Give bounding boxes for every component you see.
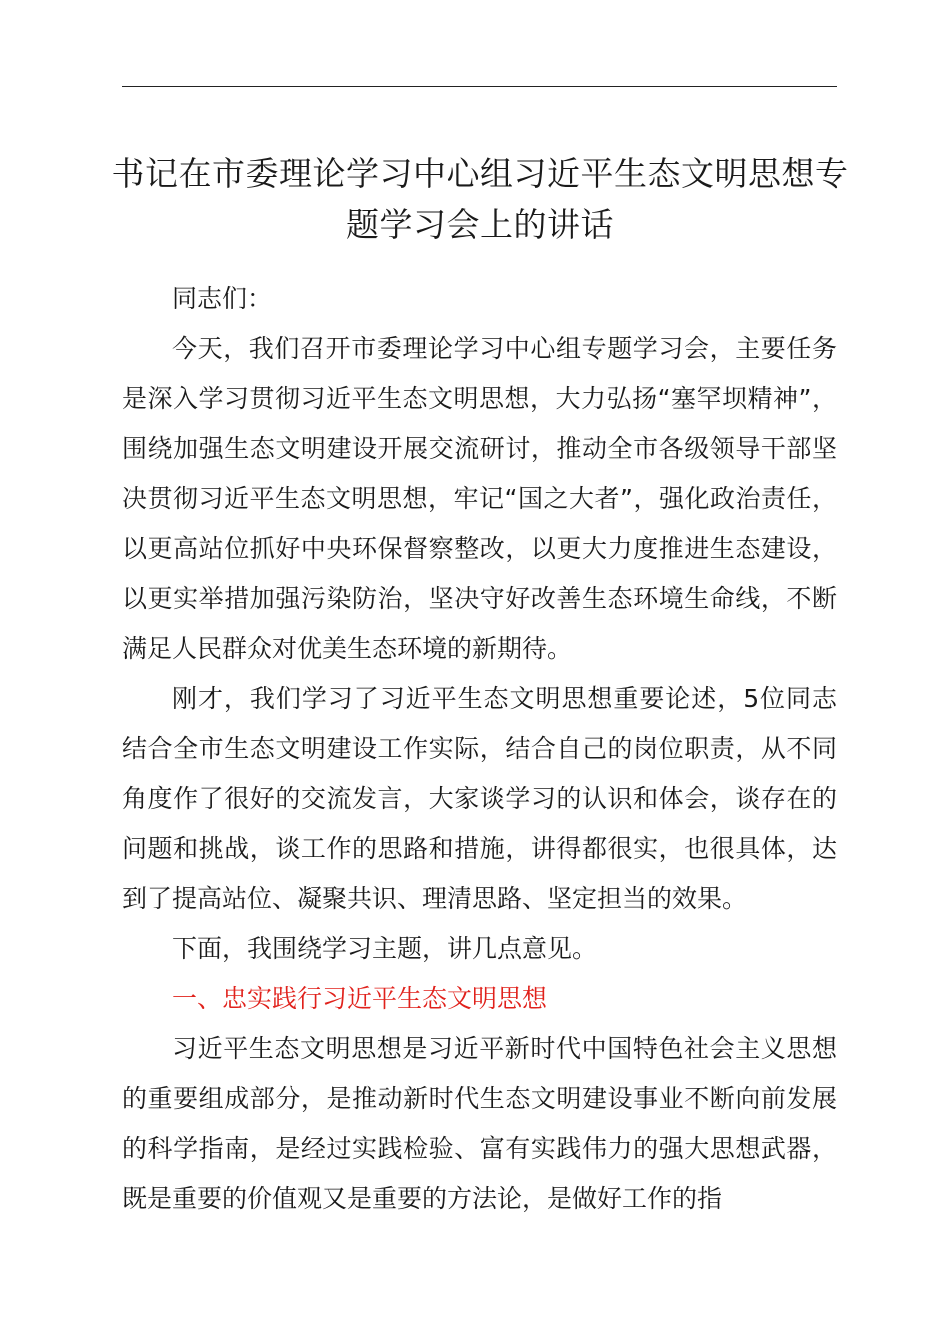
section-heading: 一、忠实践行习近平生态文明思想	[172, 984, 548, 1013]
document-title: 书记在市委理论学习中心组习近平生态文明思想专题学习会上的讲话	[111, 154, 849, 244]
salutation: 同志们：	[172, 284, 273, 313]
section-paragraph: 习近平生态文明思想是习近平新时代中国特色社会主义思想的重要组成部分，是推动新时代生态文明建设事业不断向前发展的科学指南，是经过实践检验、富有实践伟力的强大思想武器，既是重要的价值观又是重要的方法论，是做好工作的指	[122, 1034, 837, 1213]
paragraph-review: 刚才，我们学习了习近平生态文明思想重要论述，5位同志结合全市生态文明建设工作实际，结合自己的岗位职责，从不同角度作了很好的交流发言，大家谈学习的认识和体会，谈存在的问题和挑战，谈工作的思路和措施，讲得都很实，也很具体，达到了提高站位、凝聚共识、理清思路、坚定担当的效果。	[122, 684, 837, 913]
paragraph-transition: 下面，我围绕学习主题，讲几点意见。	[172, 934, 598, 963]
document-body	[122, 274, 837, 1224]
paragraph-opening: 今天，我们召开市委理论学习中心组专题学习会，主要任务是深入学习贯彻习近平生态文明思想，大力弘扬“塞罕坝精神”，围绕加强生态文明建设开展交流研讨，推动全市各级领导干部坚决贯彻习近平生态文明思想，牢记“国之大者”，强化政治责任，以更高站位抓好中央环保督察整改，以更大力度推进生态建设，以更实举措加强污染防治，坚决守好改善生态环境生命线，不断满足人民群众对优美生态环境的新期待。	[122, 334, 837, 663]
header-rule	[122, 86, 837, 87]
